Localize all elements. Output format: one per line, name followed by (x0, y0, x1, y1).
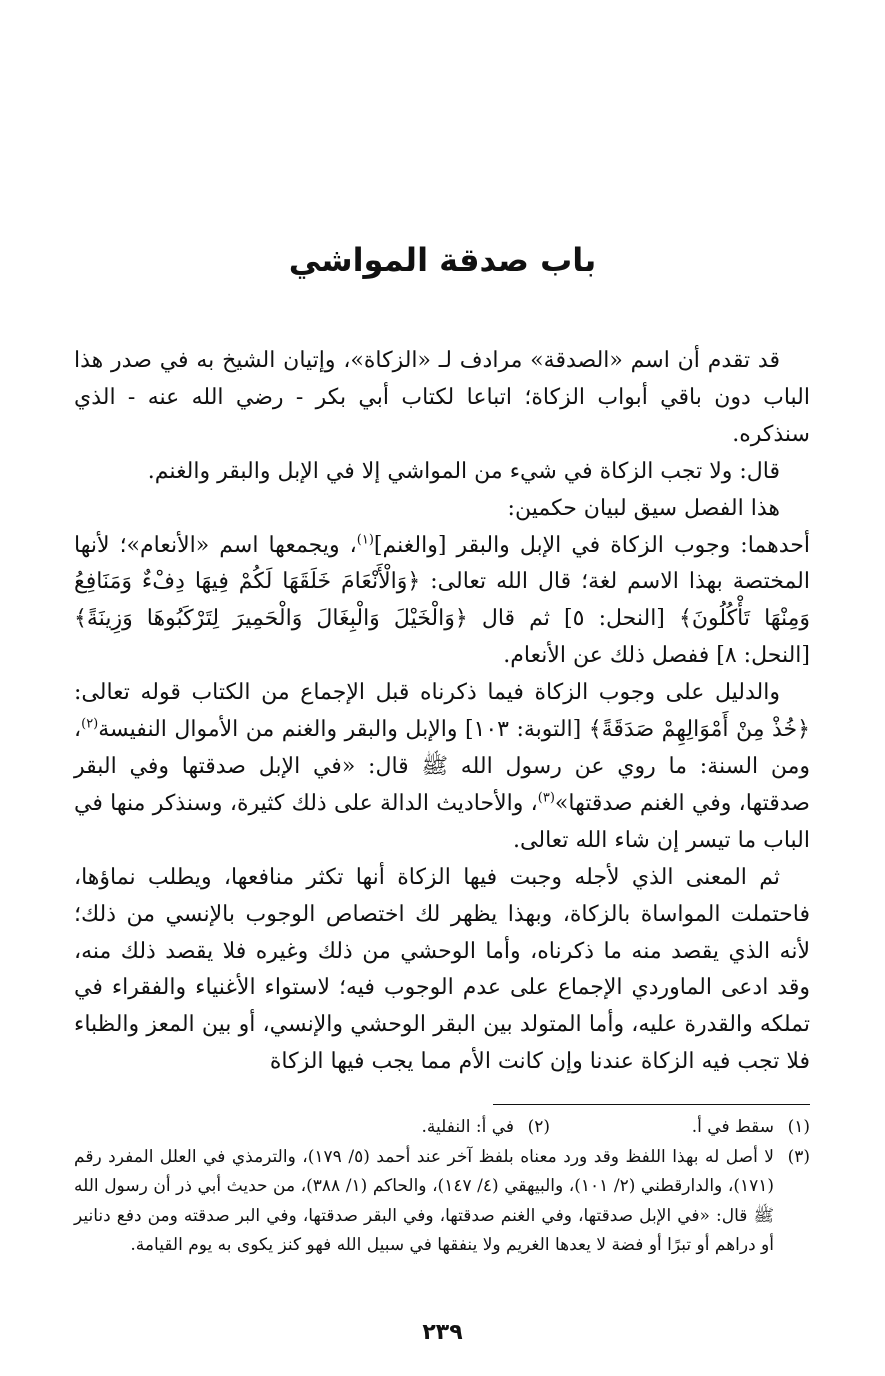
footnote-ref-3: (٣) (537, 790, 555, 806)
paragraph-reasoning: ثم المعنى الذي لأجله وجبت فيها الزكاة أنها تكثر منافعها، ويطلب نماؤها، فاحتملت المواساة بالزكاة، وبهذا يظهر لك اختصاص الوجوب بالإنسي من ذلك؛ لأنه الذي يقصد منه ما ذكرناه، وأما الوحشي من ذلك وغيره فلا يقصد ذلك منه، وقد ادعى الماوردي الإجماع على عدم الوجوب فيه؛ لاستواء الأغنياء والفقراء في تملكه والقدرة عليه، وأما المتولد بين البقر الوحشي والإنسي، أو بين المعز والظباء فلا تجب فيه الزكاة عندنا وإن كانت الأم مما يجب فيها الزكاة (74, 864, 810, 1075)
footnotes (74, 1113, 810, 1261)
page-number: ٢٣٩ (422, 1320, 463, 1345)
footnote-row-short (74, 1113, 810, 1143)
footnote-3 (74, 1143, 810, 1261)
footnote-1 (550, 1113, 810, 1143)
chapter-title: باب صدقة المواشي (288, 241, 597, 279)
evidence-text-c: ، والأحاديث الدالة على ذلك كثيرة، وسنذكر منها في الباب ما تيسر إن شاء الله تعالى. (74, 790, 810, 853)
paragraph-two-rulings: هذا الفصل سيق لبيان حكمين: (507, 495, 780, 521)
first-ruling-text-a: أحدهما: وجوب الزكاة في الإبل والبقر [والغنم] (373, 532, 810, 558)
footnote-separator (493, 1104, 810, 1105)
paragraph-first-ruling (74, 528, 810, 676)
footnote-ref-2: (٢) (81, 716, 99, 732)
paragraph-evidence (74, 675, 810, 860)
main-text (74, 343, 810, 1081)
evidence-text-a: والدليل على وجوب الزكاة فيما ذكرناه قبل الإجماع من الكتاب قوله تعالى: ﴿خُذْ مِنْ أَمْوَالِهِمْ صَدَقَةً﴾ [التوبة: ١٠٣] والإبل والبقر والغنم من الأموال النفيسة (74, 680, 810, 743)
footnote-1-number: (١) (787, 1117, 810, 1137)
paragraph-ruling: قال: ولا تجب الزكاة في شيء من المواشي إلا في الإبل والبقر والغنم. (147, 458, 780, 484)
footnote-2 (290, 1113, 550, 1143)
evidence-text-b: ، ومن السنة: ما روي عن رسول الله ﷺ قال: «في الإبل صدقتها وفي البقر صدقتها، وفي الغنم صدقتها» (74, 717, 810, 816)
footnote-3-number: (٣) (787, 1146, 810, 1167)
footnote-3-text: لا أصل له بهذا اللفظ وقد ورد معناه بلفظ آخر عند أحمد (٥/ ١٧٩)، والترمذي في العلل المفرد رقم (١٧١)، والدارقطني (٢/ ١٠١)، والبيهقي (٤/ ١٤٧)، والحاكم (١/ ٣٨٨)، من حديث أبي ذر أن رسول الله ﷺ قال: «في الإبل صدقتها، وفي الغنم صدقتها، وفي البقر صدقتها، وفي البر صدقته ومن دفع دنانير أو دراهم أو تبرًا أو فضة لا يعدها الغريم ولا ينفقها في سبيل الله فهو كنز يكوى به يوم القيامة. (74, 1146, 774, 1255)
first-ruling-text-b: ، ويجمعها اسم «الأنعام»؛ لأنها المختصة بهذا الاسم لغة؛ قال الله تعالى: ﴿وَالْأَنْعَامَ خَلَقَهَا لَكُمْ فِيهَا دِفْءٌ وَمَنَافِعُ وَمِنْهَا تَأْكُلُونَ﴾ [النحل: ٥] ثم قال ﴿وَالْخَيْلَ وَالْبِغَالَ وَالْحَمِيرَ لِتَرْكَبُوهَا وَزِينَةً﴾ [النحل: ٨] ففصل ذلك عن الأنعام. (74, 532, 810, 669)
footnote-2-number: (٢) (527, 1117, 550, 1137)
footnote-1-text: سقط في أ. (691, 1117, 774, 1137)
footnote-2-text: في أ: النفلية. (421, 1117, 514, 1137)
footnote-ref-1: (١) (356, 532, 374, 548)
paragraph-intro: قد تقدم أن اسم «الصدقة» مرادف لـ «الزكاة»، وإتيان الشيخ به في صدر هذا الباب دون باقي أبواب الزكاة؛ اتباعا لكتاب أبي بكر - رضي الله عنه - الذي سنذكره. (74, 348, 810, 447)
